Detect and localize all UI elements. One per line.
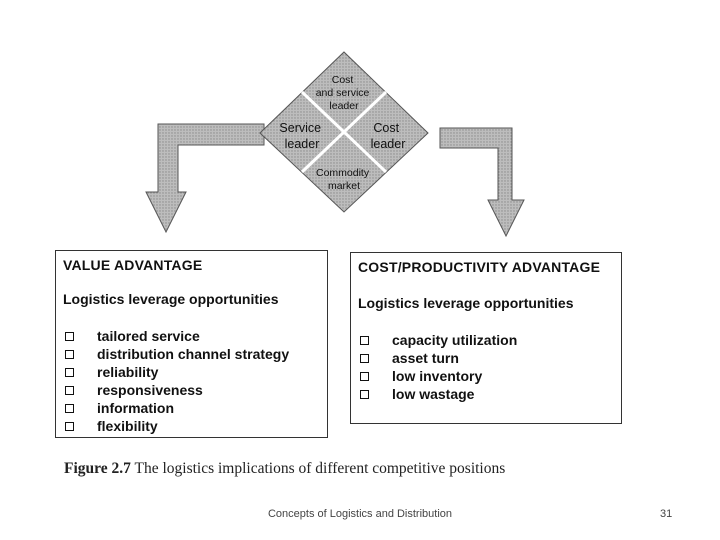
list-item: flexibility	[65, 417, 74, 435]
cost-advantage-title: COST/PRODUCTIVITY ADVANTAGE	[358, 259, 601, 275]
cost-advantage-box	[350, 252, 622, 424]
figure-caption-text: The logistics implications of different competitive positions	[134, 460, 506, 477]
list-item: reliability	[65, 363, 74, 381]
left-bent-arrow	[146, 124, 264, 232]
checkbox-bullet-icon	[360, 354, 369, 363]
checkbox-bullet-icon	[65, 368, 74, 377]
checkbox-bullet-icon	[65, 350, 74, 359]
footer-title: Concepts of Logistics and Distribution	[267, 508, 453, 520]
competitive-positions-diamond	[260, 52, 428, 212]
list-item: responsiveness	[65, 381, 74, 399]
checkbox-bullet-icon	[360, 390, 369, 399]
diamond-left-label: Service leader	[279, 121, 322, 151]
figure-label: Figure 2.7	[64, 460, 131, 477]
list-item: low wastage	[360, 385, 369, 403]
cost-advantage-list	[360, 331, 518, 403]
checkbox-bullet-icon	[65, 404, 74, 413]
diamond-bottom-label: Commodity market	[315, 167, 370, 192]
list-item: information	[65, 399, 74, 417]
value-advantage-title: VALUE ADVANTAGE	[63, 257, 203, 273]
list-item: distribution channel strategy	[65, 345, 74, 363]
page-number: 31	[660, 508, 673, 520]
diamond-top-label: Cost and service leader	[315, 74, 370, 112]
list-item: low inventory	[360, 367, 369, 385]
value-advantage-box	[55, 250, 328, 438]
diamond-right-label: Cost leader	[370, 121, 406, 151]
list-item: tailored service	[65, 327, 74, 345]
figure-caption	[64, 460, 505, 478]
list-item: asset turn	[360, 349, 369, 367]
checkbox-bullet-icon	[65, 332, 74, 341]
checkbox-bullet-icon	[65, 422, 74, 431]
value-advantage-subtitle: Logistics leverage opportunities	[63, 291, 279, 307]
cost-advantage-subtitle: Logistics leverage opportunities	[358, 295, 574, 311]
checkbox-bullet-icon	[360, 372, 369, 381]
checkbox-bullet-icon	[65, 386, 74, 395]
right-bent-arrow	[440, 128, 524, 236]
value-advantage-list	[65, 327, 290, 435]
checkbox-bullet-icon	[360, 336, 369, 345]
list-item: capacity utilization	[360, 331, 369, 349]
